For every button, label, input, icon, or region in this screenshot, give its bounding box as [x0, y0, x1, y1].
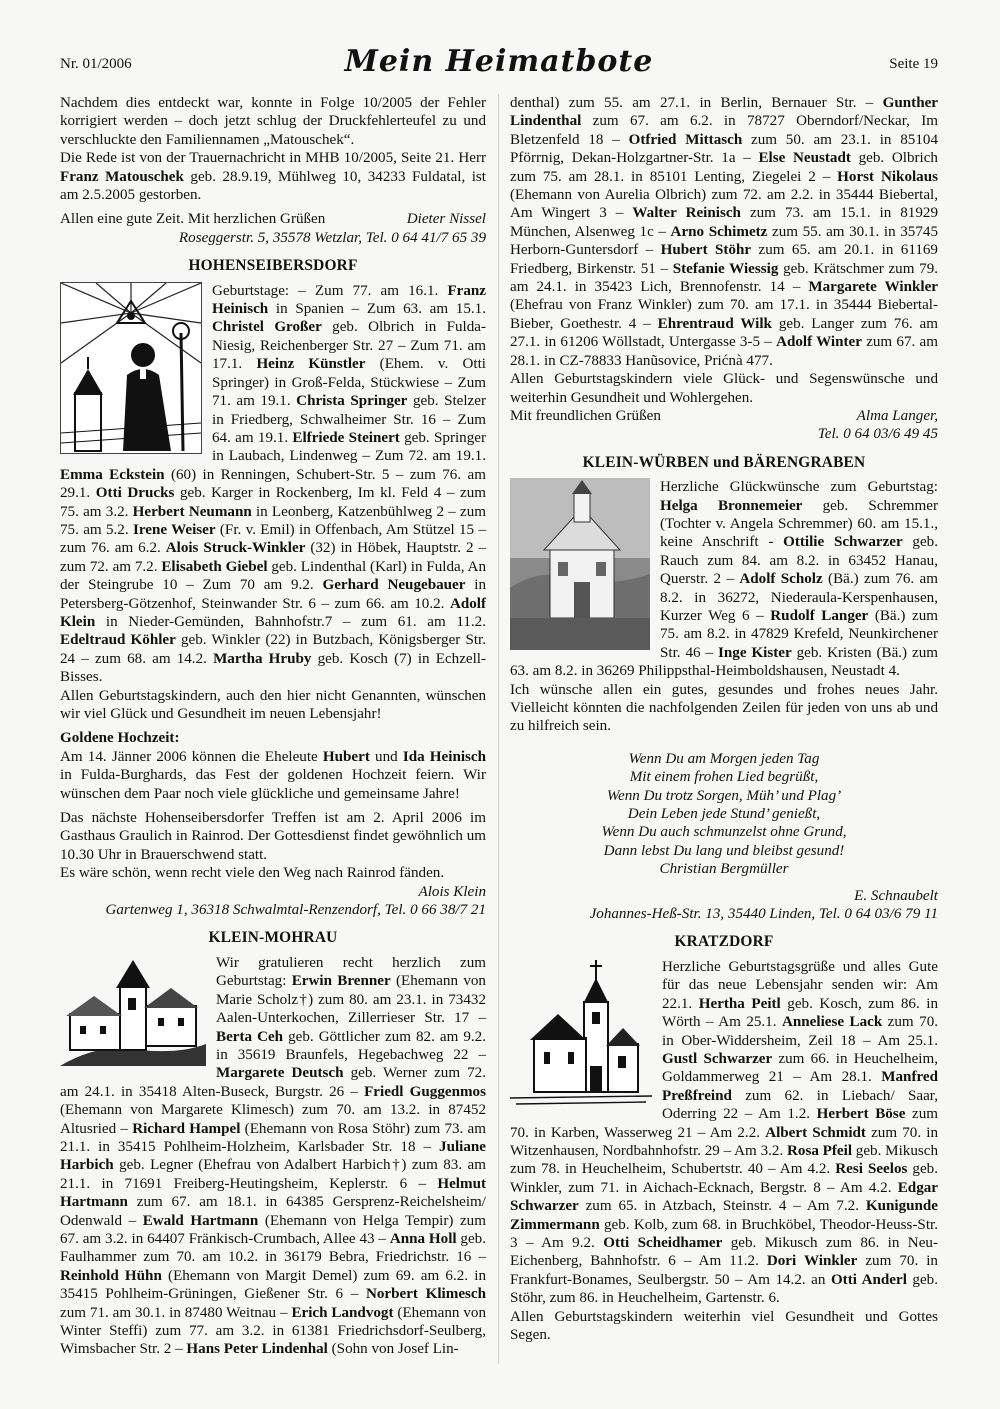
birthday-detail: zum 55. am 30.1. in 35745 Herborn-Guntersdorf – [510, 223, 938, 259]
person-name: Elisabeth Giebel [161, 558, 268, 575]
birthday-detail: geb. Springer in Laubach, Lindenweg – Zum 72. am 19.1. [212, 429, 486, 465]
person-name: Irene Weiser [132, 521, 216, 538]
person-name: Margarete Winkler [808, 279, 938, 296]
birthday-detail: zum 73. am 15.1. in 81929 München, Alsenweg 1c – [510, 205, 938, 240]
person-name: Gustl Schwarzer [662, 1050, 773, 1067]
person-name: Christel Großer [212, 319, 322, 336]
person-name: Anna Holl [389, 1230, 457, 1247]
birthday-detail: geb. Werner zum 72. am 24.1. in 35418 Alten-Buseck, Burgstr. 26 – [60, 1065, 487, 1100]
klein-mohrau-birthdays-continued [510, 94, 938, 370]
poem-line: Wenn Du trotz Sorgen, Müh’ und Plag’ [606, 787, 842, 804]
person-name: Otti Scheidhamer [603, 1234, 723, 1251]
person-name: Gunther Lindenthal [510, 95, 938, 130]
birthday-detail: geb. Lindenthal (Karl) in Fulda, An der Steingrube 10 – Zum 70 am 9.2. [60, 558, 486, 594]
person-name: Ehrentraud Wilk [657, 315, 772, 332]
nissel-address: Roseggerstr. 5, 35578 Wetzlar, Tel. 0 64 41/7 65 39 [178, 229, 486, 246]
birthday-detail: geb. Kristen (Bä.) zum 63. am 8.2. in 36269 Philippsthal-Heimboldshausen, Neustadt 4. [510, 644, 938, 680]
birthday-detail: (Ehemann von Aurelia Olbrich) zum 72. am 2.2. in 35444 Biebertal, Am Wingert 3 – [510, 187, 938, 222]
birthday-detail: Herzliche Geburtstagsgrüße und alles Gute für das neue Lebensjahr senden wir: Am 22.1. [662, 958, 938, 1012]
golden-wedding-text: Am 14. Jänner 2006 können die Eheleute Hubert und Ida Heinisch in Fulda-Burghards, das Fest der goldenen Hochzeit feiern. Wir wünschen dem Paar noch viele glückliche und gemeinsame Jahre! [60, 748, 486, 802]
person-name: Otti Drucks [95, 485, 175, 502]
birthday-detail: zum 70. in Frankfurt-Bonames, Seulbergstr. 50 – Am 14.2. an [510, 1253, 938, 1288]
birthday-detail: geb. Rauch zum 84. am 8.2. in 63452 Hanau, Querstr. 2 – [660, 534, 938, 588]
person-name: Edeltraud Köhler [60, 632, 176, 649]
birthday-detail: (32) in Höbek, Hauptstr. 2 – zum 72. am 7.2. [60, 540, 486, 575]
kratzdorf-church-illustration [510, 958, 652, 1108]
person-name: Otfried Mittasch [628, 131, 743, 148]
birthday-detail: (Bä.) zum 75. am 8.2. in 47829 Krefeld, Neunkirchener Str. 46 – [660, 607, 938, 661]
issue-number: Nr. 01/2006 [60, 56, 132, 72]
poem-author: Christian Bergmüller [659, 861, 789, 878]
person-name: Emma Eckstein [60, 466, 165, 483]
poem-line: Dein Leben jede Stund’ genießt, [627, 806, 821, 823]
heading-klein-wuerben: KLEIN-WÜRBEN und BÄRENGRABEN [582, 453, 866, 471]
birthday-detail: zum 67. am 6.2. in 78727 Oberndorf/Neckar, Im Bletzenfeld 18 – [510, 113, 938, 148]
person-name: Horst Nikolaus [837, 168, 938, 185]
birthday-detail: zum 62. in Liebach/ Saar, Oderring 22 – Am 1.2. [662, 1087, 938, 1123]
person-name: Richard Hampel [132, 1120, 241, 1137]
person-name: Helmut Hartmann [60, 1175, 486, 1211]
person-name: Herbert Neumann [132, 503, 252, 520]
death-notice: Die Rede ist von der Trauernachricht in MHB 10/2005, Seite 21. Herr Franz Matouschek geb. 28.9.19, Mühlweg 10, 34233 Fuldatal, ist am 2.5.2005 gestorben. [60, 150, 486, 204]
greeting-line: Allen eine gute Zeit. Mit herzlichen Grüßen Dieter Nissel [60, 211, 486, 228]
birthday-detail: geb. Olbrich zum 75. am 28.1. in 85101 Lenting, Ziegelei 2 – [510, 150, 938, 185]
birthday-detail: geb. Faulhammer zum 70. am 10.2. in 36179 Bebra, Friedrichstr. 16 – [60, 1230, 486, 1266]
person-name: Alois Struck-Winkler [165, 540, 306, 557]
masthead-logo: Mein Heimatbote [344, 44, 654, 79]
person-name: Herbert Böse [816, 1106, 906, 1123]
birthday-detail: geb. Langer zum 76. am 27.1. in 61206 Wöllstadt, Untergasse 3-5 – [510, 315, 938, 351]
person-name: Rosa Pfeil [787, 1142, 853, 1159]
birthday-detail: denthal) zum 55. am 27.1. in Berlin, Bernauer Str. – [510, 95, 883, 111]
birthday-detail: zum 67. am 28.1. in CZ-78833 Hanũsovice, Prićnà 477. [510, 334, 938, 369]
left-column [60, 94, 486, 1359]
birthday-detail: zum 67. am 18.1. in 64385 Gersprenz-Reichelsheim/ Odenwald – [60, 1194, 486, 1229]
birthday-detail: (Fr. v. Emil) in Offenbach, Am Stützel 15 – zum 76. am 6.2. [60, 521, 486, 557]
birthday-detail: (Ehemann von Helga Tempir) zum 67. am 3.2. in 64407 Fränkisch-Crumbach, Allee 43 – [60, 1212, 486, 1247]
schnaubelt-address: Johannes-Heß-Str. 13, 35440 Linden, Tel. 0 64 03/6 79 11 [589, 906, 938, 923]
person-name: Edgar Schwarzer [510, 1179, 938, 1215]
person-name: Rudolf Langer [770, 607, 869, 624]
person-name: Otti Anderl [830, 1271, 907, 1288]
poem-line: Wenn Du auch schmunzelst ohne Grund, [601, 824, 847, 841]
person-name: Anneliese Lack [781, 1014, 883, 1031]
page-header [60, 44, 938, 82]
person-name: Ottilie Schwarzer [783, 534, 903, 551]
person-name: Juliane Harbich [60, 1138, 486, 1174]
person-name: Kunigunde Zimmermann [510, 1198, 938, 1233]
person-name: Hubert Stöhr [660, 242, 752, 259]
birthday-detail: (Ehem. v. Otti Springer) in Groß-Felda, Stückwiese – Zum 71. am 19.1. [212, 356, 486, 410]
meeting-announcement: Das nächste Hohenseibersdorfer Treffen ist am 2. April 2006 im Gasthaus Graulich in Rainrod. Der Gottesdienst findet gewöhnlich um 10.30 Uhr in Brauerschwend statt. [60, 810, 486, 863]
heading-kratzdorf: KRATZDORF [674, 933, 774, 951]
birthday-detail: (Sohn von Josef Lin- [327, 1341, 459, 1358]
correction-paragraph: Nachdem dies entdeckt war, konnte in Folge 10/2005 der Fehler korrigiert werden – doch jetzt schlug der Druckfehlerteufel zu und verschluckte den Familiennamen „Matouschek“. [60, 95, 486, 148]
birthday-detail: zum 50. am 23.1. in 85104 Pförrnig, Dekan-Holzgartner-Str. 1a – [510, 131, 938, 167]
person-name: Heinz Künstler [256, 356, 366, 373]
person-name: Else Neustadt [758, 150, 851, 167]
birthday-detail: (Ehemann von Margarete Klimesch) zum 70. am 13.2. in 87452 Altusried – [60, 1102, 486, 1137]
birthday-detail: in Spanien – Zum 63. am 15.1. [268, 301, 486, 318]
person-name: Adolf Winter [776, 334, 862, 351]
column-divider [498, 94, 499, 1364]
person-name: Walter Reinisch [632, 205, 741, 222]
poem-line: Mit einem frohen Lied begrüßt, [629, 769, 819, 786]
person-name: Christa Springer [296, 393, 408, 410]
birthday-detail: geb. Stelzer in Friedberg, Schwalheimer Str. 16 – Zum 64. am 19.1. [212, 393, 486, 446]
birthday-detail: geb. Legner (Ehefrau von Adalbert Harbich†) zum 83. am 21.1. in 71691 Freiberg-Heutingsheim, Keplerstr. 6 – [60, 1157, 486, 1192]
person-name: Resi Seelos [835, 1161, 908, 1178]
birthday-detail: geb. Kosch, zum 86. in Wörth – Am 25.1. [662, 995, 939, 1031]
hohenseibersdorf-wishes: Allen Geburtstagskindern, auch den hier nicht Genannten, wünschen wir viel Glück und Gesundheit im neuen Lebensjahr! [60, 687, 486, 722]
person-name: Martha Hruby [213, 650, 312, 667]
birthday-detail: Wir gratulieren recht herzlich zum Geburtstag: [216, 954, 486, 990]
person-name: Albert Schmidt [765, 1124, 866, 1141]
poem-line: Dann lebst Du lang und bleibst gesund! [603, 842, 845, 859]
birthday-detail: (Ehemann von Rosa Stöhr) zum 73. am 21.1. in 35415 Pohlheim-Holzheim, Karlsbader Str. 18 – [60, 1120, 486, 1155]
person-name: Gerhard Neugebauer [322, 577, 466, 594]
person-name: Norbert Klimesch [365, 1286, 486, 1303]
person-name: Friedl Guggenmos [364, 1083, 486, 1100]
schnaubelt-name: E. Schnaubelt [854, 887, 938, 904]
birthday-detail: geb. Olbrich in Fulda-Niesig, Reichenberger Str. 27 – Zum 71. am 17.1. [212, 319, 486, 373]
birthday-detail: (Bä.) zum 76. am 8.2. in 36272, Niederaula-Kerspenhausen, Kurzer Weg 6 – [660, 571, 938, 624]
birthday-detail: geb. Mikusch zum 86. in Neu-Eichenberg, Bahnhofstr. 6 – Am 11.2. [510, 1234, 938, 1270]
person-name: Franz Heinisch [212, 282, 486, 318]
birthday-detail: geb. Mikusch zum 78. in Heuchelheim, Schubertstr. 40 – Am 4.2. [510, 1142, 938, 1178]
page-number: Seite 19 [889, 56, 938, 72]
village-church-illustration [60, 954, 206, 1066]
birthday-detail: (Ehefrau von Franz Winkler) zum 70. am 17.1. in 35444 Biebertal-Bieber, Goethestr. 4 – [510, 297, 938, 332]
kratzdorf-wishes: Allen Geburtstagskindern weiterhin viel Gesundheit und Gottes Segen. [510, 1308, 938, 1343]
alma-greeting: Mit freundlichen Grüßen Alma Langer, [510, 407, 938, 424]
birthday-detail: zum 65. in Atzbach, Steinstr. 4 – Am 7.2. [578, 1198, 866, 1215]
person-name: Helga Bronnemeier [660, 497, 803, 514]
birthday-detail: (60) in Renningen, Schubert-Str. 5 – zum 76. am 29.1. [60, 466, 486, 502]
birthday-detail: geb. Winkler (22) in Butzbach, Königsberger Str. 24 – zum 68. am 14.2. [60, 632, 486, 667]
person-name: Ewald Hartmann [142, 1212, 259, 1229]
birthday-detail: zum 70. in Karben, Wasserweg 21 – Am 2.2. [510, 1106, 939, 1141]
person-name: Berta Ceh [216, 1028, 284, 1045]
birthday-detail: geb. Winkler, zum 71. in Aichach-Ecknach, Bergstr. 8 – Am 4.2. [510, 1161, 938, 1196]
birthday-detail: zum 66. in Heuchelheim, Goldammerweg 21 – Am 28.1. [662, 1050, 938, 1086]
person-name: Hertha Peitl [698, 995, 781, 1012]
person-name: Dori Winkler [766, 1253, 858, 1270]
golden-wedding-heading: Goldene Hochzeit: [60, 730, 180, 747]
person-name: Erwin Brenner [291, 973, 391, 990]
birthday-detail: Geburtstage: – Zum 77. am 16.1. [212, 282, 448, 299]
person-name: Reinhold Hühn [60, 1267, 162, 1284]
birthday-detail: in Petersberg-Götzenhof, Steinwander Str. 6 – zum 66. am 10.2. [60, 577, 486, 612]
birthday-detail: Herzliche Glückwünsche zum Geburtstag: [660, 479, 938, 496]
birthday-detail: geb. Stöhr, zum 86. in Heuchelheim, Gartenstr. 6. [510, 1271, 938, 1307]
alma-telephone: Tel. 0 64 03/6 49 45 [817, 426, 938, 443]
person-name: Arno Schimetz [670, 223, 768, 240]
poem-line: Wenn Du am Morgen jeden Tag [628, 750, 820, 767]
chapel-photo [510, 478, 650, 650]
alois-klein-address: Gartenweg 1, 36318 Schwalmtal-Renzendorf, Tel. 0 66 38/7 21 [105, 902, 486, 919]
birthday-detail: geb. Krätschmer zum 79. am 24.1. in 35423 Lich, Brennofenstr. 14 – [510, 260, 939, 296]
person-name: Adolf Scholz [739, 571, 823, 588]
birthday-detail: geb. Göttlicher zum 82. am 9.2. in 35619 Braunfels, Hegebachweg 22 – [216, 1028, 486, 1063]
person-name: Stefanie Wiessig [672, 260, 779, 277]
birthday-detail: zum 70. in Witzenhausen, Nordbahnhofstr. 29 – Am 3.2. [510, 1124, 938, 1159]
heading-klein-mohrau: KLEIN-MOHRAU [208, 929, 338, 947]
poem [510, 750, 938, 879]
birthday-detail: geb. Kosch (7) in Echzell-Bisses. [60, 650, 487, 686]
alois-klein-name: Alois Klein [418, 883, 486, 900]
person-name: Hans Peter Lindenhal [186, 1341, 328, 1358]
woodcut-priest-illustration [60, 282, 202, 454]
klein-wuerben-wishes: Ich wünsche allen ein gutes, gesundes und frohes neues Jahr. Vielleicht könnten die nachfolgenden Zeilen für jeden von uns ab und zu hilfreich sein. [510, 681, 938, 735]
birthday-detail: (Ehemann von Winter Steffi) zum 77. am 3.2. in 61381 Friedrichsdorf-Seulberg, Wimsbacher Str. 2 – [60, 1304, 486, 1358]
birthday-detail: geb. Schremmer (Tochter v. Angela Schremmer) 60. am 15.1., keine Anschrift - [660, 497, 938, 551]
person-name: Elfriede Steinert [292, 429, 400, 446]
birthday-detail: (Ehemann von Margit Demel) zum 69. am 6.2. in 35415 Pohlheim-Grüningen, Gießener Str. 6 – [60, 1267, 486, 1303]
birthday-detail: geb. Karger in Rockenberg, Im kl. Feld 4 – zum 75. am 3.2. [60, 485, 486, 520]
person-name: Erich Landvogt [291, 1304, 394, 1321]
person-name: Adolf Klein [60, 595, 486, 630]
meeting-invite: Es wäre schön, wenn recht viele den Weg nach Rainrod fänden. [60, 865, 445, 882]
birthday-detail: geb. Kolb, zum 68. in Bruchköbel, Theodor-Heuss-Str. 3 – Am 9.2. [510, 1216, 938, 1251]
right-column [510, 94, 938, 1344]
birthday-detail: zum 70. in Ober-Widdersheim, Zeil 18 – Am 25.1. [662, 1014, 939, 1049]
heading-hohenseibersdorf: HOHENSEIBERSDORF [188, 257, 358, 275]
birthday-detail: (Ehemann von Marie Scholz†) zum 80. am 23.1. in 73432 Aalen-Unterkochen, Zillerrieser Str. 17 – [216, 973, 486, 1027]
person-name: Inge Kister [718, 644, 792, 661]
person-name: Margarete Deutsch [216, 1065, 344, 1082]
birthday-detail: in Leonberg, Katzenbühlweg 2 – zum 75. am 5.2. [60, 503, 486, 538]
klein-mohrau-wishes: Allen Geburtstagskindern viele Glück- und Segenswünsche und weiterhin Gesundheit und Wohlergehen. [510, 371, 938, 406]
birthday-detail: zum 71. am 30.1. in 87480 Weitnau – [60, 1304, 292, 1321]
birthday-detail: in Nieder-Gemünden, Bahnhofstr.7 – zum 61. am 11.2. [95, 613, 486, 630]
birthday-detail: zum 65. am 20.1. in 61169 Friedberg, Birkenstr. 51 – [510, 242, 938, 277]
person-name: Manfred Preßfreind [662, 1069, 938, 1104]
